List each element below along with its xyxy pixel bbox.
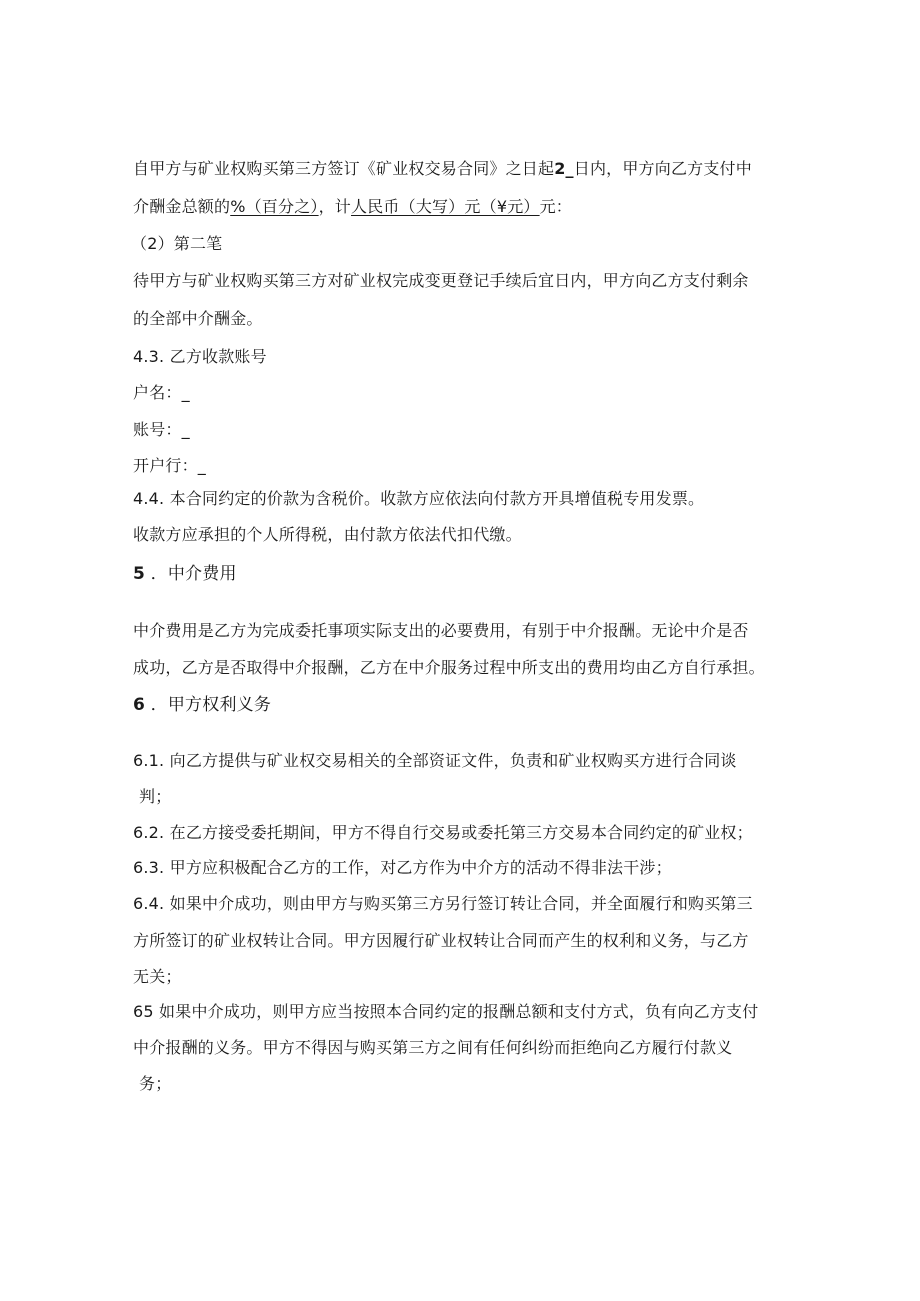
bank-field: 开户行：_ xyxy=(133,456,207,475)
clause-6-5-line: 65 如果中介成功，则甲方应当按照本合同约定的报酬总额和支付方式，负有向乙方支付 xyxy=(133,1002,759,1021)
clause-6-2: 6.2. 在乙方接受委托期间，甲方不得自行交易或委托第三方交易本合同约定的矿业权； xyxy=(133,823,753,842)
paragraph-line: 中介费用是乙方为完成委托事项实际支出的必要费用，有别于中介报酬。无论中介是否 xyxy=(133,621,749,640)
amount-field: 人民币（大写）元（¥元） xyxy=(351,197,540,216)
text-segment: 日内，甲方向乙方支付中 xyxy=(573,159,752,178)
section-5-heading xyxy=(133,563,237,585)
account-name-field: 户名：_ xyxy=(133,383,190,402)
paragraph-line: 待甲方与矿业权购买第三方对矿业权完成变更登记手续后宜日内，甲方向乙方支付剩余 xyxy=(133,271,749,290)
section-title: ．甲方权利义务 xyxy=(150,695,272,715)
percent-field: %（百分之） xyxy=(230,197,319,216)
section-number: 5 xyxy=(133,564,146,584)
text-segment: 自甲方与矿业权购买第三方签订《矿业权交易合同》之日起 xyxy=(133,159,555,178)
clause-6-4-line: 6.4. 如果中介成功，则由甲方与购买第三方另行签订转让合同，并全面履行和购买第三 xyxy=(133,894,753,913)
clause-6-1-line: 判； xyxy=(139,787,172,806)
text-segment: 元： xyxy=(539,197,573,216)
section-4-4-line: 4.4. 本合同约定的价款为含税价。收款方应依法向付款方开具增值税专用发票。 xyxy=(133,489,705,508)
paragraph-line: 的全部中介酬金。 xyxy=(133,309,263,328)
section-6-heading xyxy=(133,694,271,716)
days-value: 2_ xyxy=(554,159,574,178)
section-number: 6 xyxy=(133,695,146,715)
clause-6-4-line: 方所签订的矿业权转让合同。甲方因履行矿业权转让合同而产生的权利和义务，与乙方 xyxy=(133,931,749,950)
text-segment: 介酬金总额的 xyxy=(133,197,231,216)
clause-6-3: 6.3. 甲方应积极配合乙方的工作，对乙方作为中介方的活动不得非法干涉； xyxy=(133,858,672,877)
second-installment-heading: （2）第二笔 xyxy=(131,234,223,253)
section-4-4-line: 收款方应承担的个人所得税，由付款方依法代扣代缴。 xyxy=(133,525,522,544)
clause-6-1-line: 6.1. 向乙方提供与矿业权交易相关的全部资证文件，负责和矿业权购买方进行合同谈 xyxy=(133,751,737,770)
payment-first-line-1 xyxy=(133,158,752,180)
payment-first-line-2 xyxy=(133,196,572,218)
account-number-field: 账号：_ xyxy=(133,420,190,439)
clause-6-4-line: 无关； xyxy=(133,967,182,986)
section-title: ．中介费用 xyxy=(150,564,237,584)
paragraph-line: 成功，乙方是否取得中介报酬，乙方在中介服务过程中所支出的费用均由乙方自行承担。 xyxy=(133,658,765,677)
text-segment: ，计 xyxy=(318,197,352,216)
section-4-3-title: 4.3. 乙方收款账号 xyxy=(133,347,267,366)
clause-6-5-line: 务； xyxy=(139,1074,172,1093)
clause-6-5-line: 中介报酬的义务。甲方不得因与购买第三方之间有任何纠纷而拒绝向乙方履行付款义 xyxy=(133,1038,733,1057)
